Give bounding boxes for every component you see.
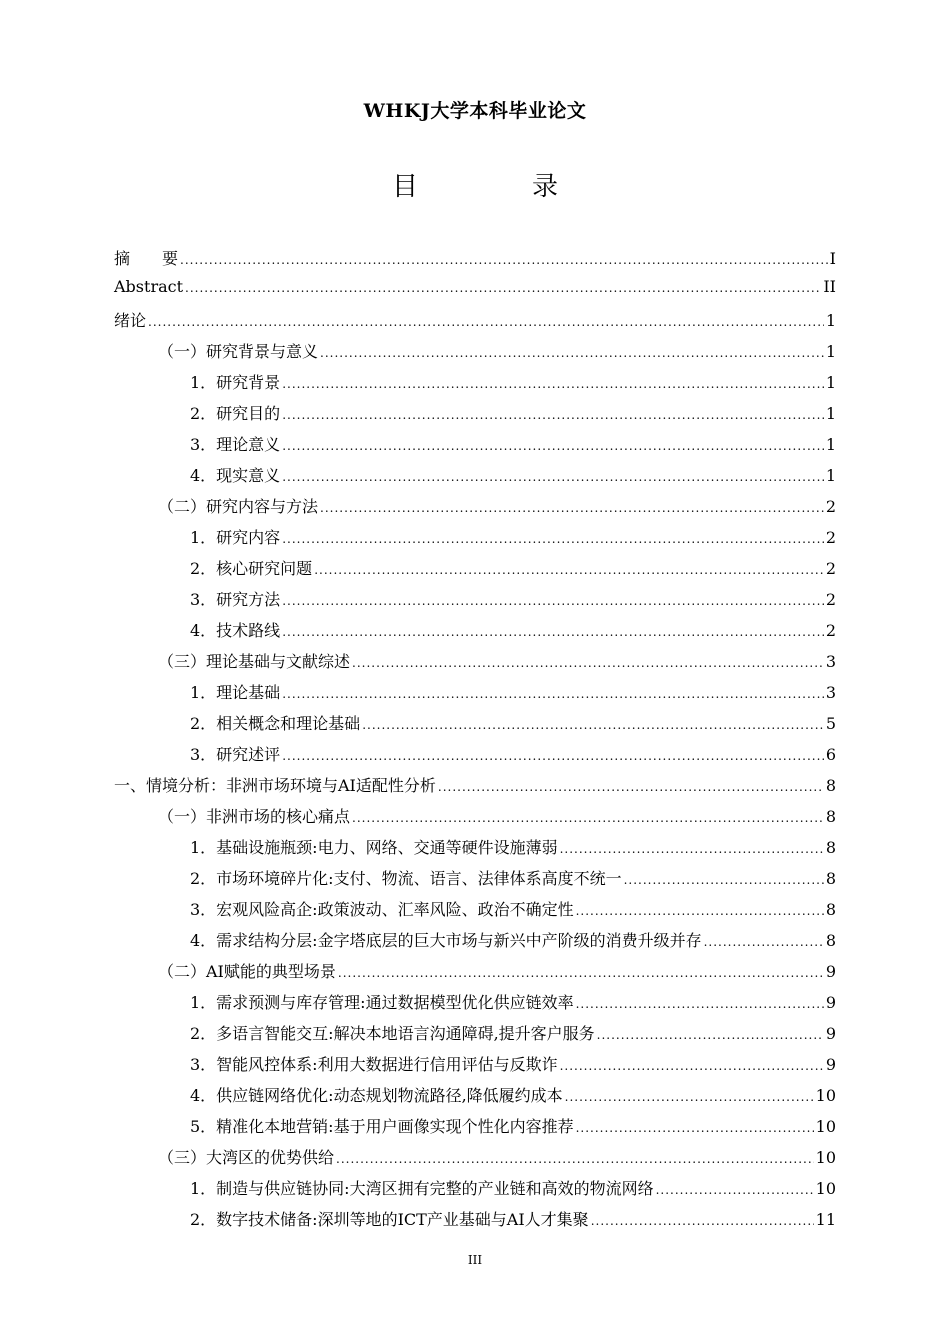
toc-entry[interactable] bbox=[114, 680, 836, 711]
toc-entry-label: （三）大湾区的优势供给 bbox=[158, 1148, 335, 1167]
toc-entry-page: 8 bbox=[825, 776, 836, 795]
toc-leader-dots bbox=[597, 1024, 824, 1043]
toc-entry-page: 2 bbox=[825, 528, 836, 547]
toc-leader-dots bbox=[282, 435, 824, 454]
toc-entry-label: 2．研究目的 bbox=[190, 404, 281, 423]
toc-leader-dots bbox=[320, 342, 824, 361]
toc-entry-page: 8 bbox=[825, 807, 836, 826]
toc-entry-label: 绪论 bbox=[114, 311, 147, 330]
toc-entry-page: 9 bbox=[825, 1055, 836, 1074]
toc-entry[interactable] bbox=[114, 587, 836, 618]
toc-entry[interactable] bbox=[114, 928, 836, 959]
toc-entry-label: 4．供应链网络优化:动态规划物流路径,降低履约成本 bbox=[190, 1086, 563, 1105]
toc-leader-dots bbox=[565, 1086, 814, 1105]
toc-entry-label: Abstract bbox=[114, 277, 184, 296]
toc-entry[interactable] bbox=[114, 432, 836, 463]
toc-entry[interactable] bbox=[114, 525, 836, 556]
toc-leader-dots bbox=[704, 931, 824, 950]
toc-entry[interactable] bbox=[114, 773, 836, 804]
toc-entry[interactable] bbox=[114, 463, 836, 494]
toc-leader-dots bbox=[338, 962, 824, 981]
toc-entry-page: 1 bbox=[825, 342, 836, 361]
toc-title: 目 录 bbox=[391, 172, 602, 202]
toc-entry-page: 10 bbox=[815, 1086, 836, 1105]
toc-entry-label: 1．研究内容 bbox=[190, 528, 281, 547]
toc-entry-label: （一）非洲市场的核心痛点 bbox=[158, 807, 351, 826]
toc-entry-label: （一）研究背景与意义 bbox=[158, 342, 319, 361]
toc-entry-label: 4．技术路线 bbox=[190, 621, 281, 640]
toc-entry[interactable] bbox=[114, 742, 836, 773]
toc-leader-dots bbox=[576, 1117, 814, 1136]
toc-entry-page: 10 bbox=[815, 1179, 836, 1198]
toc-entry[interactable] bbox=[114, 1021, 836, 1052]
toc-leader-dots bbox=[185, 277, 821, 296]
toc-entry-page: I bbox=[829, 249, 836, 268]
toc-leader-dots bbox=[282, 404, 824, 423]
toc-entry-page: 11 bbox=[815, 1210, 836, 1229]
toc-entry[interactable] bbox=[114, 494, 836, 525]
toc-entry-label: （二）AI赋能的典型场景 bbox=[158, 962, 336, 981]
toc-entry-page: 1 bbox=[825, 373, 836, 392]
toc-entry-page: II bbox=[823, 277, 836, 296]
toc-entry[interactable] bbox=[114, 401, 836, 432]
toc-entry[interactable] bbox=[114, 649, 836, 680]
toc-leader-dots bbox=[591, 1210, 814, 1229]
toc-entry-label: 2．市场环境碎片化:支付、物流、语言、法律体系高度不统一 bbox=[190, 869, 622, 888]
toc-entry[interactable] bbox=[114, 711, 836, 742]
toc-entry-label: 4．现实意义 bbox=[190, 466, 281, 485]
toc-leader-dots bbox=[282, 745, 824, 764]
toc-entry-label: 3．智能风控体系:利用大数据进行信用评估与反欺诈 bbox=[190, 1055, 558, 1074]
toc-entry-page: 9 bbox=[825, 993, 836, 1012]
toc-entry-page: 1 bbox=[825, 466, 836, 485]
toc-entry[interactable] bbox=[114, 556, 836, 587]
toc-leader-dots bbox=[560, 1055, 824, 1074]
toc-leader-dots bbox=[362, 714, 824, 733]
toc-entry-page: 9 bbox=[825, 962, 836, 981]
toc-entry[interactable] bbox=[114, 835, 836, 866]
toc-leader-dots bbox=[282, 528, 824, 547]
toc-entry-page: 3 bbox=[825, 683, 836, 702]
toc-leader-dots bbox=[148, 311, 824, 330]
document-header: WHKJ大学本科毕业论文 bbox=[363, 100, 587, 122]
toc-leader-dots bbox=[320, 497, 824, 516]
toc-leader-dots bbox=[438, 776, 824, 795]
toc-entry[interactable] bbox=[114, 990, 836, 1021]
table-of-contents bbox=[114, 246, 836, 1238]
toc-entry-label: 2．核心研究问题 bbox=[190, 559, 313, 578]
toc-leader-dots bbox=[314, 559, 824, 578]
toc-entry-label: 1．理论基础 bbox=[190, 683, 281, 702]
toc-entry-page: 10 bbox=[815, 1148, 836, 1167]
toc-entry[interactable] bbox=[114, 866, 836, 897]
toc-entry-page: 8 bbox=[825, 931, 836, 950]
toc-entry[interactable] bbox=[114, 1114, 836, 1145]
toc-entry-page: 9 bbox=[825, 1024, 836, 1043]
toc-leader-dots bbox=[336, 1148, 814, 1167]
toc-entry-label: 3．研究方法 bbox=[190, 590, 281, 609]
toc-leader-dots bbox=[352, 652, 824, 671]
toc-entry[interactable] bbox=[114, 804, 836, 835]
toc-entry-page: 8 bbox=[825, 900, 836, 919]
toc-entry[interactable] bbox=[114, 1176, 836, 1207]
toc-leader-dots bbox=[282, 621, 824, 640]
toc-leader-dots bbox=[656, 1179, 814, 1198]
toc-entry[interactable] bbox=[114, 308, 836, 339]
toc-entry-label: 2．数字技术储备:深圳等地的ICT产业基础与AI人才集聚 bbox=[190, 1210, 589, 1229]
toc-leader-dots bbox=[282, 373, 824, 392]
toc-entry-label: 1．制造与供应链协同:大湾区拥有完整的产业链和高效的物流网络 bbox=[190, 1179, 654, 1198]
toc-entry[interactable] bbox=[114, 339, 836, 370]
toc-leader-dots bbox=[576, 900, 824, 919]
toc-entry[interactable] bbox=[114, 277, 836, 308]
toc-entry[interactable] bbox=[114, 246, 836, 277]
toc-entry[interactable] bbox=[114, 618, 836, 649]
toc-entry[interactable] bbox=[114, 1207, 836, 1238]
toc-entry[interactable] bbox=[114, 1052, 836, 1083]
toc-leader-dots bbox=[180, 249, 828, 268]
toc-entry-label: 5．精准化本地营销:基于用户画像实现个性化内容推荐 bbox=[190, 1117, 574, 1136]
toc-entry-page: 1 bbox=[825, 311, 836, 330]
toc-entry-page: 1 bbox=[825, 404, 836, 423]
toc-entry-page: 3 bbox=[825, 652, 836, 671]
toc-entry-label: 1．基础设施瓶颈:电力、网络、交通等硬件设施薄弱 bbox=[190, 838, 558, 857]
toc-leader-dots bbox=[282, 683, 824, 702]
toc-leader-dots bbox=[576, 993, 824, 1012]
toc-entry-page: 8 bbox=[825, 869, 836, 888]
toc-entry-page: 2 bbox=[825, 590, 836, 609]
toc-leader-dots bbox=[560, 838, 824, 857]
toc-entry-label: 3．宏观风险高企:政策波动、汇率风险、政治不确定性 bbox=[190, 900, 574, 919]
toc-entry-label: 3．理论意义 bbox=[190, 435, 281, 454]
toc-entry-page: 2 bbox=[825, 621, 836, 640]
toc-entry[interactable] bbox=[114, 959, 836, 990]
toc-entry-label: 1．需求预测与库存管理:通过数据模型优化供应链效率 bbox=[190, 993, 574, 1012]
toc-leader-dots bbox=[282, 466, 824, 485]
toc-entry-label: 摘 要 bbox=[114, 249, 179, 268]
toc-entry[interactable] bbox=[114, 1083, 836, 1114]
toc-entry[interactable] bbox=[114, 370, 836, 401]
toc-entry-label: 2．相关概念和理论基础 bbox=[190, 714, 361, 733]
toc-entry-page: 2 bbox=[825, 559, 836, 578]
toc-entry[interactable] bbox=[114, 897, 836, 928]
toc-entry-label: 一、情境分析：非洲市场环境与AI适配性分析 bbox=[114, 776, 436, 795]
toc-entry-page: 1 bbox=[825, 435, 836, 454]
toc-entry[interactable] bbox=[114, 1145, 836, 1176]
toc-entry-page: 10 bbox=[815, 1117, 836, 1136]
toc-entry-page: 5 bbox=[825, 714, 836, 733]
toc-entry-label: 3．研究述评 bbox=[190, 745, 281, 764]
toc-leader-dots bbox=[282, 590, 824, 609]
footer-page-number: III bbox=[467, 1253, 483, 1267]
toc-entry-page: 2 bbox=[825, 497, 836, 516]
toc-leader-dots bbox=[352, 807, 824, 826]
toc-entry-label: （三）理论基础与文献综述 bbox=[158, 652, 351, 671]
toc-entry-label: 4．需求结构分层:金字塔底层的巨大市场与新兴中产阶级的消费升级并存 bbox=[190, 931, 702, 950]
toc-entry-page: 8 bbox=[825, 838, 836, 857]
toc-entry-label: （二）研究内容与方法 bbox=[158, 497, 319, 516]
toc-entry-label: 2．多语言智能交互:解决本地语言沟通障碍,提升客户服务 bbox=[190, 1024, 595, 1043]
toc-entry-label: 1．研究背景 bbox=[190, 373, 281, 392]
toc-entry-page: 6 bbox=[825, 745, 836, 764]
toc-leader-dots bbox=[624, 869, 824, 888]
